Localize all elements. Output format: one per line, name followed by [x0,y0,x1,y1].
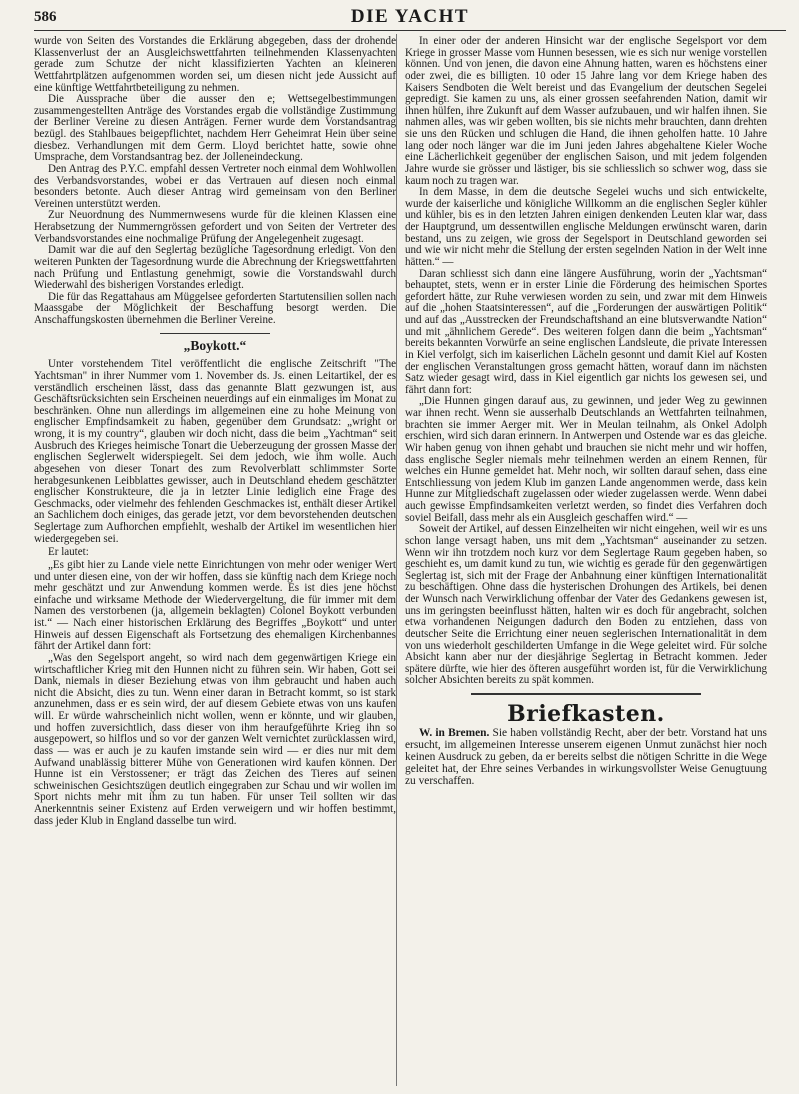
paragraph: Den Antrag des P.Y.C. empfahl dessen Vertreter noch einmal dem Wohlwollen des Verbandsvorstandes, wobei er das Vertrauen auf diesen noch einmal besonders betonte. Auch dieser Antrag wird gemeinsam von den Berliner Vereinen unterstützt werden. [34,162,396,210]
quote-paragraph: „Was den Segelsport angeht, so wird nach dem gegenwärtigen Kriege ein wirtschaftlicher Krieg mit den Hunnen nicht zu führen sein. Wir haben, Gott sei Dank, niemals in dieser Beziehung etwas von ihm gebraucht und haben auch nicht die Absicht, dies zu tun. Wenn einer daran in Betracht kommt, so ist stark anzunehmen, dass er es sein wird, der auf diesem Gebiete etwas von uns kaufen will. Er würde wahrscheinlich nicht wollen, wenn er könnte, und wir glauben, und hoffen zuversichtlich, dass dieser von ihm heraufgeführte Krieg ihn so ausgepowert, so hilflos und so vor der ganzen Welt vernichtet zurücklassen wird, dass — was er auch je zu kaufen imstande sein wird — er dies nur mit dem Aufwand unablässig bitterer Mühe von Generationen wird kaufen können. Der Hunne ist ein Verstossener; er trägt das Zeichen des Tieres auf seinen schweinischen Gesichtszügen deutlich eingegraben zur Schau und wir wollen im Sport nichts mehr mit ihm zu tun haben. Für unser Teil sollten wir das Anerkenntnis seiner Existenz auf Erden verweigern und wir hoffen bestimmt, dass jeder Klub in England dasselbe tun wird. [34,651,396,827]
page-number: 586 [34,9,57,25]
mailbox-text: Sie haben vollständig Recht, aber der betr. Vorstand hat uns ersucht, im allgemeinen Interesse unserem eigenen Unmut zunächst hier noch keinen Ausdruck zu geben, da er bereits selbst die nötigen Schritte in die Wege geleitet hat, der Ehre seines Verbandes in wirkungsvollster Weise Genugtuung zu verschaffen. [405,726,767,787]
quote-intro: Er lautet: [48,546,89,559]
mailbox-entry [405,727,767,787]
journal-title: DIE YACHT [350,6,470,27]
paragraph: In einer oder der anderen Hinsicht war der englische Segelsport vor dem Kriege in grosser Masse vom Hunnen besessen, wie es sich nur wenige vorstellen können. Und von jenen, die davon eine Ahnung hatten, waren es höchstens einer oder zwei, die es billigten. 10 oder 15 Jahre lang vor dem Kriege haben des Kaisers Sendboten die Welt bereist und das Evangelium der deutschen Segelei gepredigt. Sie kamen zu uns, als einer grossen seefahrenden Nation, damit wir ihnen hülfen, ihre Zukunft auf dem Wasser aufzubauen, und wir halfen ihnen. Sie nahmen alles, was wir geben wollten, bis sie nichts mehr brauchten, dann drehten sie uns den Rücken und schlugen die Hand, die ihnen geholfen hatte. 10 Jahre lang oder noch länger war die im Juni jeden Jahres abgehaltene Kieler Woche eine Lächerlichkeit gegenüber der englischen Saison, und mit jedem folgenden Jahre wurde sie grösser und lästiger, bis sie schliesslich so schwer wog, dass sie kaum noch zu tragen war. [405,36,767,187]
paragraph: In dem Masse, in dem die deutsche Segelei wuchs und sich entwickelte, wurde der kaiserliche und königliche Willkomm an die englischen Segler kühler und kühler, bis es in den letzten Jahren einigen denkenden Leuten klar war, dass der Hauptgrund, um dessentwillen englische Meldungen erwünscht waren, darin bestand, uns zu zeigen, wie gross der Segelsport in Deutschland geworden sei und wie wir nicht mehr die Stellung der ersten segelnden Nation in der Welt inne hätten.“ — [405,186,767,268]
paragraph: Daran schliesst sich dann eine längere Ausführung, worin der „Yachtsman“ behauptet, stets, wenn er in erster Linie die Förderung des heimischen Sportes gefordert hätte, zur Ruhe verwiesen worden zu sein, und zwar mit dem Hinweis auf die „hohen Staatsinteressen“, auf die „Forderungen der auswärtigen Politik“ und auf das „Ausstrecken der Freundschaftshand an eine blutsverwandte Nation“ und mit „ähnlichem Gerede“. Des weiteren folgen dann die beim „Yachtsman“ bereits bekannten Vorwürfe an seine englischen Landsleute, die private Interessen in Kiel verfolgt, sich im kaiserlichen Lächeln gesonnt und damit Kiel auf Kosten der englischen Veranstaltungen gross gemacht hätten, worauf dann im nächsten Satz wieder gesagt wird, dass in Kiel eigentlich gar nichts los gewesen sei, und fährt dann fort: [405,267,767,396]
mailbox-heading: Briefkasten. [507,701,665,727]
paragraph: Soweit der Artikel, auf dessen Einzelheiten wir nicht eingehen, weil wir es uns schon lange versagt haben, uns mit dem „Yachtsman“ auseinander zu setzen. Wenn wir ihn trotzdem noch kurz vor dem Seglertage Raum gegeben haben, so geschieht es, um damit kund zu tun, wie wichtig es gerade für den gegenwärtigen Seglertag ist, sich mit der Frage der Anbahnung einer künftigen Internationalität zu beschäftigen. Ohne dass die hysterischen Drohungen des Artikels, bei denen der Wunsch nach Verwirklichung offenbar der Vater des Gedankens gewesen ist, uns im geringsten beeinflusst hätten, halten wir es doch für angebracht, solchen etwa vorhandenen Neigungen dadurch den Boden zu entziehen, dass von deutscher Seite die Errichtung einer neuen seglerischen Internationalität in dem von uns wiederholt geschilderten Umfange in die Wege geleitet wird. Für solche Absicht kann aber nur der diesjährige Seglertag in Betracht kommen. Jeder spätere dürfte, wie hier des öfteren ausgeführt worden ist, für die Verwirklichung solcher Absichten bereits zu spät kommen. [405,523,767,687]
paragraph: Unter vorstehendem Titel veröffentlicht die englische Zeitschrift "The Yachtsman" in ihrer Nummer vom 1. November ds. Js. einen Leitartikel, der es verständlich erscheinen lässt, dass das genannte Blatt gezwungen ist, aus Geschäftsrücksichten sein Erscheinen neuerdings auf ein einmaliges im Monat zu beschränken. Ohne nun allerdings im allgemeinen eine zu hohe Meinung von englischer Empfindsamkeit zu haben, gegenüber dem Grundsatz: „wright or wrong, it is my country“, glauben wir doch nicht, dass die beim „Yachtman“ seit Ausbruch des Krieges heimische Tonart die Ueberzeugung der grossen Masse der englischen Seglerwelt widerspiegelt. Sei dem jedoch, wie ihm wolle. Auch abgesehen von dieser Tonart des zum Revolverblatt schlimmster Sorte herabgesunkenen Leibblattes gewisser, auch in Deutschland ehedem geschätzter englischer Konstrukteure, die ja in letzter Linie lediglich eine Frage des Geschmacks, oder vielmehr des fehlenden Geschmackes ist, enthält dieser Artikel an Sachlichem doch einiges, das gerade jetzt, vor dem bevorstehenden deutschen Seglertage zum Aufhorchen empfiehlt, weshalb der Artikel im wesentlichen hier wiedergegeben sei. [34,358,396,545]
section-divider [471,693,701,695]
paragraph: Zur Neuordnung des Nummernwesens wurde für die kleinen Klassen eine Herabsetzung der Nummerngrössen gefordert und von Seiten der Vertreter des Verbandsvorstandes eine nochmalige Prüfung der Angelegenheit zugesagt. [34,209,396,245]
paragraph: Damit war die auf den Seglertag bezügliche Tagesordnung erledigt. Von den weiteren Punkten der Tagesordnung wurde die Abrechnung der Kriegswettfahrten nach Prüfung und Entlastung genehmigt, sowie die Vorstandswahl durch Wiederwahl des bisherigen Vorstandes erledigt. [34,244,396,292]
paragraph: wurde von Seiten des Vorstandes die Erklärung abgegeben, dass der drohende Klassenverlust der an Ausgleichswettfahrten teilnehmenden Klassenyachten gerade zum Schutze der nicht klassifizierten Yachten an kleineren Wettfahrtplätzen aufgenommen worden sei, um diesen nicht jede Aussicht auf eine künftige Wettfahrtbeteiligung zu nehmen. [34,36,396,94]
section-divider [160,333,270,334]
right-column [405,36,767,1086]
quote-paragraph: „Es gibt hier zu Lande viele nette Einrichtungen von mehr oder weniger Wert und unter diesen eine, von der wir hoffen, dass sie künftig nach dem Kriege noch mehr geschätzt und zur Anwendung kommen werde. Es ist dies jene höchst einfache und wirksame Methode der Wiedervergeltung, die für immer mit dem Namen des verstorbenen (ja, allgemein beklagten) Colonel Boykott verbunden ist.“ — Nach einer historischen Erklärung des Begriffes „Boykott“ und unter Hinweis auf dessen Eigenschaft als Fortsetzung des ehemaligen Kirchenbannes fährt der Artikel dann fort: [34,558,396,653]
header-rule [34,30,786,31]
left-column [34,36,396,1086]
paragraph: Die für das Regattahaus am Müggelsee geforderten Startutensilien sollen nach Maassgabe der Möglichkeit der Beschaffung besorgt werden. Die Anschaffungskosten übernehmen die Berliner Vereine. [34,290,396,326]
column-divider [396,34,397,1086]
article-heading: „Boykott.“ [183,337,247,353]
page-header [34,6,786,30]
paragraph: Die Aussprache über die ausser den e; Wettsegelbestimmungen zusammengestellten Anträge des Vorstandes ergab die vollständige Zustimmung der Berliner Vereine zu diesen Anträgen. Ferner wurde dem Vorstandsantrag bezügl. des Stahlbaues beigepflichtet, nachdem Herr Geheimrat Hein über seine diesbez. Verhandlungen mit dem Germ. Lloyd berichtet hatte, sowie ohne Umsprache, dem Vorstandsantrag bez. der Jolleneindeckung. [34,93,396,164]
paragraph: „Die Hunnen gingen darauf aus, zu gewinnen, und jeder Weg zu gewinnen war ihnen recht. Wenn sie ausserhalb Deutschlands an Wettfahrten teilnahmen, brachten sie immer Aerger mit. Wer in Meulan teilnahm, als Onkel Adolph erschien, wird sich daran erinnern. In Antwerpen und Ostende war es das gleiche. Wir haben genug von ihnen gehabt und brauchen sie nicht mehr und wir hoffen, dass englische Segler niemals mehr teilnehmen werden an einem Rennen, für welches ein Hunne gemeldet hat. Mehr noch, wir sollten darauf sehen, dass eine Entschliessung von jedem Klub im ganzen Lande angenommen werde, dass kein Hunne zur Mitgliedschaft zugelassen oder wieder zugelassen werde. Wenn dabei auch gewisse Empfindsamkeiten verletzt werden, so findet dies Verfahren doch soviel Beifall, dass mehr als ein Ausgleich geschaffen wird.“ — [405,395,767,524]
mailbox-recipient: W. in Bremen. [419,726,490,739]
